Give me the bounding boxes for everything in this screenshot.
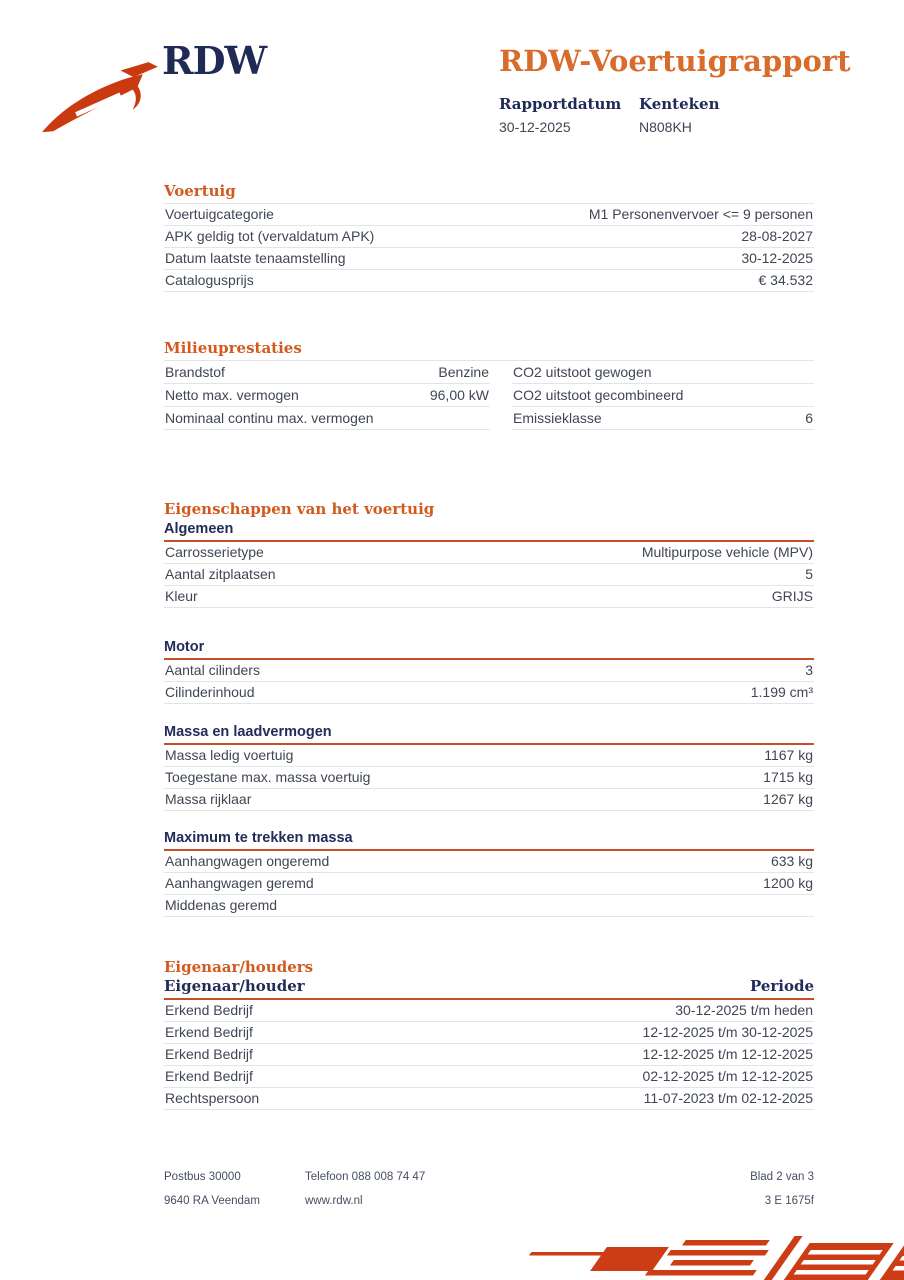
footer-phone: Telefoon 088 008 74 47	[305, 1171, 426, 1183]
report-body	[164, 0, 814, 1110]
row-value: 1.199 cm³	[750, 684, 813, 700]
row-label: Aantal zitplaatsen	[165, 566, 276, 582]
subsection-title-motor: Motor	[164, 640, 814, 660]
owner-period: 12-12-2025 t/m 12-12-2025	[642, 1046, 813, 1062]
owner-name: Rechtspersoon	[165, 1090, 260, 1106]
row-value: 1200 kg	[763, 875, 813, 891]
milieu-right-column	[512, 361, 814, 430]
owners-table-header	[164, 978, 814, 1000]
table-row	[164, 873, 814, 895]
voertuig-table	[164, 203, 814, 292]
footer-page-indicator: Blad 2 van 3	[750, 1171, 814, 1183]
row-label: Aantal cilinders	[165, 662, 260, 678]
row-label: Emissieklasse	[513, 410, 602, 426]
row-value: 1267 kg	[763, 791, 813, 807]
row-label: Aanhangwagen geremd	[165, 875, 314, 891]
row-label: Massa ledig voertuig	[165, 747, 294, 763]
page-footer	[164, 1170, 814, 1208]
milieu-left-column	[164, 361, 490, 430]
table-row	[512, 361, 814, 384]
row-value: Benzine	[438, 364, 489, 380]
table-row	[164, 1088, 814, 1110]
table-row	[164, 1000, 814, 1022]
table-row	[164, 384, 490, 407]
table-row	[164, 851, 814, 873]
row-value: € 34.532	[758, 272, 813, 288]
subsection-title-massa: Massa en laadvermogen	[164, 725, 814, 745]
table-row	[164, 270, 814, 292]
row-value: 28-08-2027	[741, 228, 813, 244]
row-label: Brandstof	[165, 364, 225, 380]
table-row	[164, 407, 490, 430]
footer-address-line2: 9640 RA Veendam	[164, 1195, 260, 1207]
table-row	[164, 226, 814, 248]
footer-website: www.rdw.nl	[305, 1195, 363, 1207]
table-row	[164, 1066, 814, 1088]
row-value: 3	[805, 662, 813, 678]
table-row	[164, 745, 814, 767]
row-value: M1 Personenvervoer <= 9 personen	[588, 206, 813, 222]
row-value: 6	[805, 410, 813, 426]
owners-table	[164, 1000, 814, 1110]
row-label: Datum laatste tenaamstelling	[165, 250, 346, 266]
row-label: CO2 uitstoot gewogen	[513, 364, 652, 380]
section-title-eigenaren: Eigenaar/houders	[164, 958, 314, 976]
table-row	[164, 361, 490, 384]
owner-period: 30-12-2025 t/m heden	[675, 1002, 813, 1018]
report-date-label: Rapportdatum	[499, 95, 622, 113]
milieu-table	[164, 360, 814, 430]
row-value: GRIJS	[771, 588, 813, 604]
row-label: Carrosserietype	[165, 544, 264, 560]
row-value: 96,00 kW	[429, 387, 489, 403]
row-label: Cilinderinhoud	[165, 684, 255, 700]
section-title-milieuprestaties: Milieuprestaties	[164, 339, 302, 357]
row-value: Multipurpose vehicle (MPV)	[641, 544, 813, 560]
owner-name: Erkend Bedrijf	[165, 1024, 253, 1040]
owner-name: Erkend Bedrijf	[165, 1002, 253, 1018]
owner-name: Erkend Bedrijf	[165, 1068, 253, 1084]
table-row	[164, 1022, 814, 1044]
row-value: 30-12-2025	[741, 250, 813, 266]
table-row	[164, 248, 814, 270]
owner-period: 12-12-2025 t/m 30-12-2025	[642, 1024, 813, 1040]
footer-row	[164, 1170, 814, 1184]
footer-address-line1: Postbus 30000	[164, 1171, 241, 1183]
table-row	[512, 384, 814, 407]
table-row	[164, 660, 814, 682]
owner-period: 02-12-2025 t/m 12-12-2025	[642, 1068, 813, 1084]
row-value: 5	[805, 566, 813, 582]
row-label: Nominaal continu max. vermogen	[165, 410, 374, 426]
row-label: APK geldig tot (vervaldatum APK)	[165, 228, 375, 244]
row-label: Toegestane max. massa voertuig	[165, 769, 371, 785]
row-label: Middenas geremd	[165, 897, 278, 913]
table-row	[164, 586, 814, 608]
motor-table	[164, 660, 814, 704]
license-plate-value: N808KH	[639, 119, 692, 135]
footer-form-code: 3 E 1675f	[764, 1195, 814, 1207]
owner-period: 11-07-2023 t/m 02-12-2025	[643, 1090, 813, 1106]
row-value: 1715 kg	[763, 769, 813, 785]
table-row	[164, 767, 814, 789]
table-row	[164, 542, 814, 564]
table-row	[164, 564, 814, 586]
row-label: Aanhangwagen ongeremd	[165, 853, 330, 869]
rdw-stripe-graphic-icon	[504, 1234, 904, 1280]
subsection-title-trekken: Maximum te trekken massa	[164, 831, 814, 851]
table-row	[164, 789, 814, 811]
rdw-feather-logo-icon	[38, 50, 160, 134]
row-label: Massa rijklaar	[165, 791, 252, 807]
table-row	[164, 682, 814, 704]
owners-column-owner: Eigenaar/houder	[164, 977, 305, 995]
table-row	[164, 895, 814, 917]
document-title: RDW-Voertuigrapport	[499, 44, 851, 78]
row-label: Netto max. vermogen	[165, 387, 299, 403]
trekken-table	[164, 851, 814, 917]
owners-column-period: Periode	[749, 977, 814, 995]
subsection-title-algemeen: Algemeen	[164, 522, 814, 542]
table-row	[164, 204, 814, 226]
massa-table	[164, 745, 814, 811]
license-plate-label: Kenteken	[639, 95, 720, 113]
row-label: Voertuigcategorie	[165, 206, 274, 222]
rdw-logo-text: RDW	[162, 38, 267, 83]
algemeen-table	[164, 542, 814, 608]
row-label: Kleur	[165, 588, 198, 604]
owner-name: Erkend Bedrijf	[165, 1046, 253, 1062]
row-value: 633 kg	[770, 853, 813, 869]
section-title-voertuig: Voertuig	[164, 182, 236, 200]
row-label: CO2 uitstoot gecombineerd	[513, 387, 684, 403]
footer-row	[164, 1194, 814, 1208]
table-row	[512, 407, 814, 430]
row-value: 1167 kg	[764, 747, 813, 763]
row-label: Catalogusprijs	[165, 272, 254, 288]
report-date-value: 30-12-2025	[499, 119, 571, 135]
table-row	[164, 1044, 814, 1066]
section-title-eigenschappen: Eigenschappen van het voertuig	[164, 500, 435, 518]
